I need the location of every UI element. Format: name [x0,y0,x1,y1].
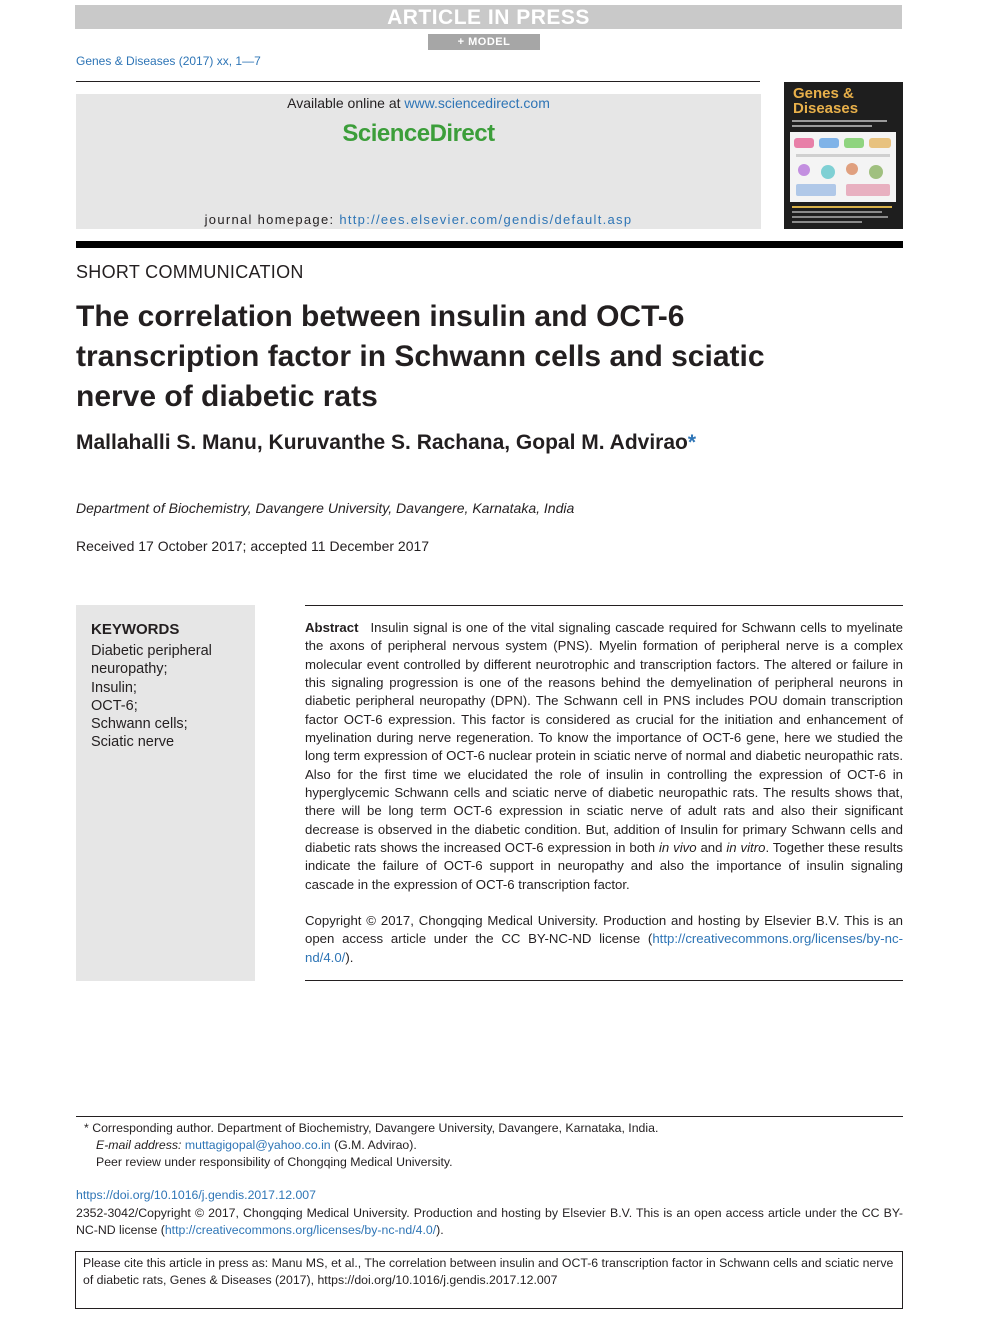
sciencedirect-logo[interactable]: ScienceDirect [342,120,495,147]
sciencedirect-header-box [76,94,761,229]
issn-license-link[interactable]: http://creativecommons.org/licenses/by-nc-nd/4.0/ [164,1223,437,1237]
keyword-item: OCT-6; [91,697,138,714]
issn-end: ). [436,1223,444,1237]
doi-link[interactable]: https://doi.org/10.1016/j.gendis.2017.12.007 [76,1188,316,1202]
cover-diagram-graphic [790,132,896,202]
citation-box [75,1251,903,1309]
abstract-text-2: . Together these results indicate the failure of OCT-6 support in neuropathy and also the importance of insulin signaling cascade in the expression of OCT-6 transcription factor. [305,840,903,892]
keyword-item: Sciatic nerve [91,734,175,751]
footnote-divider [76,1116,903,1117]
journal-cover-image[interactable] [784,82,903,229]
author-list [76,431,696,455]
abstract-in-vivo: in vivo [658,840,697,856]
authors-names: Mallahalli S. Manu, Kuruvanthe S. Rachana, Gopal M. Advirao [76,431,688,454]
journal-reference[interactable]: Genes & Diseases (2017) xx, 1—7 [76,54,261,68]
abstract-bottom-rule [305,980,903,981]
cover-subtitle-lines [792,118,894,130]
keyword-item: Schwann cells; [91,716,188,733]
abstract [305,619,903,894]
abstract-copyright [305,912,903,967]
keywords-list [91,642,251,752]
article-type: SHORT COMMUNICATION [76,262,304,282]
header-divider [76,81,760,82]
journal-homepage-link[interactable]: http://ees.elsevier.com/gendis/default.asp [339,212,633,227]
email-label: E-mail address: [96,1138,182,1152]
corresponding-author-marker[interactable]: * [687,431,697,454]
issn-text: 2352-3042/Copyright © 2017, Chongqing Medical University. Production and hosting by Elsevier B.V. This is an open access article under the CC BY-NC-ND license ( [76,1206,903,1237]
citation-text: Please cite this article in press as: Manu MS, et al., The correlation between insulin and OCT-6 transcription factor in Schwann cells and sciatic nerve of diabetic rats, Genes & Diseases (2017), https://doi.org/10.1016/j.gendis.2017.12.007 [83,1256,894,1287]
abstract-in-vitro: in vitro [726,840,766,856]
license-link[interactable]: http://creativecommons.org/licenses/by-nc-nd/4.0/ [305,931,903,965]
copyright-end: ). [345,949,354,965]
title-divider [76,241,903,248]
received-accepted-dates: Received 17 October 2017; accepted 11 December 2017 [76,538,430,554]
corresponding-author-note: * Corresponding author. Department of Biochemistry, Davangere University, Davangere, Karnataka, India. [84,1121,659,1135]
cover-footer-lines [792,204,894,224]
model-tag: + MODEL [428,34,540,50]
abstract-top-rule [305,605,903,606]
sciencedirect-link[interactable]: www.sciencedirect.com [404,95,550,111]
journal-homepage-line [76,212,761,227]
copyright-text: Copyright © 2017, Chongqing Medical University. Production and hosting by Elsevier B.V. This is an open access article under the CC BY-NC-ND license ( [305,913,903,947]
email-suffix: (G.M. Advirao). [330,1138,417,1152]
article-title: The correlation between insulin and OCT-6 transcription factor in Schwann cells and sciatic nerve of diabetic rats [76,300,765,413]
cover-title: Genes & Diseases [793,85,859,117]
homepage-prefix: journal homepage: [204,212,340,227]
peer-review-note: Peer review under responsibility of Chongqing Medical University. [96,1155,453,1169]
article-in-press-banner: ARTICLE IN PRESS [75,5,902,29]
abstract-text-1: Insulin signal is one of the vital signaling cascade required for Schwann cells to myelinate the axons of peripheral nervous system (PNS). Myelin formation of peripheral nerve is a complex molecular event controlled by different neurotrophic and transcription factors. The altered or failure in this signaling progression is one of the reasons behind the demyelination of peripheral neurons in diabetic peripheral neuropathy (DPN). The Schwann cell in PNS includes POU domain transcription factor OCT-6 expression. This factor is considered as crucial for the initiation and enhancement of myelination during nerve regeneration. To know the importance of OCT-6 gene, here we studied the long term expression of OCT-6 nuclear protein in sciatic nerve of normal and diabetic neuropathic rats. Also for the first time we elucidated the role of insulin in controlling the expression of OCT-6 in hyperglycemic Schwann cells and sciatic nerve of diabetic neuropathic rats. The results shows that, there will be long term OCT-6 expression in sciatic nerve of adult rats and also their significant decrease is observed in the diabetic condition. But, addition of Insulin for primary Schwann cells and diabetic rats shows the increased OCT-6 expression in both [305,620,903,856]
footnotes [84,1120,904,1171]
email-link[interactable]: muttagigopal@yahoo.co.in [184,1138,331,1152]
available-prefix: Available online at [287,95,405,111]
abstract-and: and [696,840,727,856]
keyword-item: Insulin; [91,679,137,696]
keyword-item: Diabetic peripheral neuropathy; [91,643,212,678]
keywords-box [76,605,255,981]
keywords-heading: KEYWORDS [91,621,180,638]
issn-license-line [76,1205,903,1239]
abstract-label: Abstract [305,620,359,635]
available-online-line [76,95,761,111]
affiliation: Department of Biochemistry, Davangere University, Davangere, Karnataka, India [76,500,575,516]
email-line [84,1137,904,1154]
